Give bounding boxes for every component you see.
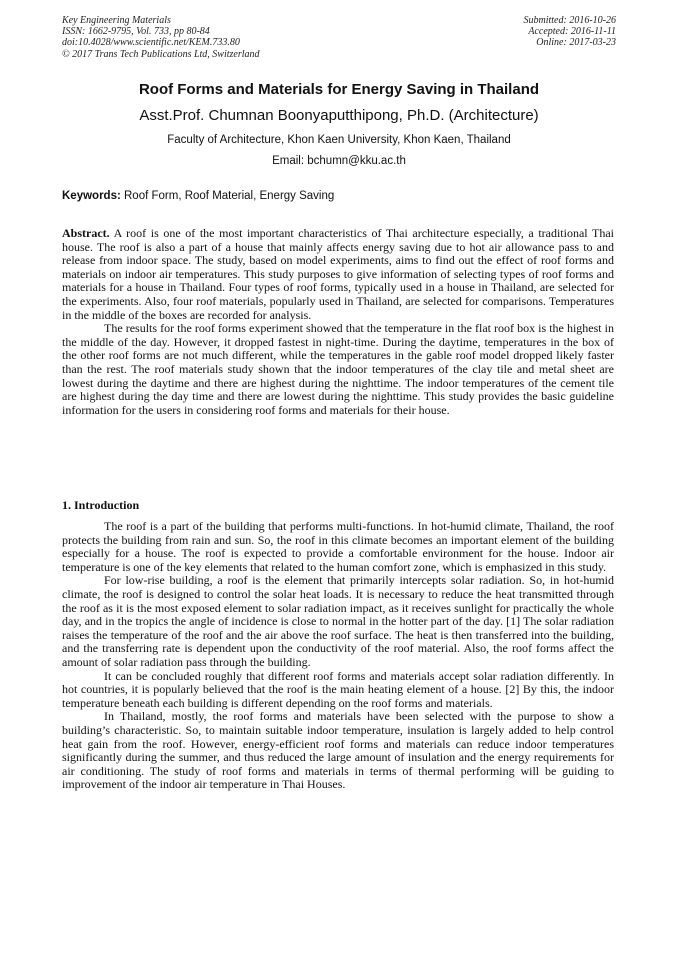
online-date: Online: 2017-03-23 xyxy=(536,37,616,49)
keywords-text: Roof Form, Roof Material, Energy Saving xyxy=(124,190,335,202)
intro-paragraph-4: In Thailand, mostly, the roof forms and materials have been selected with the purpose to show a building’s characteristic. So, to maintain suitable indoor temperature, insulation is largely added to help control heat gain from the roof. However, energy-efficient roof forms and materials can reduce indoor temperatures significantly during the summer, and thus reduced the large amount of insulation and the energy requirements for air conditioning. The study of roof forms and materials in terms of thermal performing will be guiding to improvement of the indoor air temperature in Thai Houses. xyxy=(62,709,614,792)
keywords xyxy=(62,190,622,202)
abstract-text-1: A roof is one of the most important characteristics of Thai architecture especially, a traditional Thai house. The roof is also a part of a house that mainly affects energy saving due to hot air allowance pass to and release from indoor space. The study, based on model experiments, aims to find out the effect of roof forms and materials on indoor air temperatures. This study purposes to give information of selecting types of roof forms and materials for a house in Thailand. Four types of roof forms, typically used in a house in Thailand, are selected for the experiments. Also, four roof materials, popularly used in Thailand, are selected for comparisons. Temperatures in the middle of the boxes are recorded for analysis. xyxy=(62,226,614,322)
intro-paragraph-1: The roof is a part of the building that performs multi-functions. In hot-humid climate, Thailand, the roof protects the building from rain and sun. So, the roof in this climate becomes an important element of the building especially for a house. The roof is expected to provide a comfortable environment for the house. Indoor air temperature is one of the key elements that related to the human comfort zone, which is emphasized in this study. xyxy=(62,519,614,574)
abstract-paragraph-1 xyxy=(62,227,614,322)
introduction-body xyxy=(62,520,614,792)
submission-dates xyxy=(524,15,617,49)
author-affiliation: Faculty of Architecture, Khon Kaen University, Khon Kaen, Thailand xyxy=(167,134,511,146)
journal-name: Key Engineering Materials xyxy=(62,15,171,26)
keywords-label: Keywords: xyxy=(62,190,121,202)
submitted-date: Submitted: 2016-10-26 xyxy=(523,15,616,26)
abstract-paragraph-2: The results for the roof forms experiment showed that the temperature in the flat roof box is the highest in the middle of the day. However, it dropped fastest in night-time. During the daytime, temperatures in the box of the other roof forms are not much different, while the temperatures in the gable roof model dropped likely faster than the rest. The roof materials study shown that the indoor temperatures of the clay tile and metal sheet are lowest during the daytime and there are highest during the nighttime. The indoor temperatures of the cement tile are highest during the day time and there are lowest during the nighttime. This study provides the basic guideline information for the users in considering roof forms and materials for their house. xyxy=(62,321,614,417)
abstract xyxy=(62,227,614,417)
intro-paragraph-3: It can be concluded roughly that different roof forms and materials accept solar radiation differently. In hot countries, it is popularly believed that the roof is the main heating element of a house. [2] By this, the indoor temperature beneath each building is different depending on the roof forms and materials. xyxy=(62,668,614,710)
abstract-label: Abstract. xyxy=(62,226,110,240)
section-heading-introduction: 1. Introduction xyxy=(62,498,140,512)
author-email: Email: bchumn@kku.ac.th xyxy=(272,155,406,167)
journal-info xyxy=(62,15,260,60)
accepted-date: Accepted: 2016-11-11 xyxy=(528,26,616,38)
author-name: Asst.Prof. Chumnan Boonyaputthipong, Ph.D. (Architecture) xyxy=(139,107,539,124)
journal-copyright: © 2017 Trans Tech Publications Ltd, Switzerland xyxy=(62,48,260,60)
paper-title: Roof Forms and Materials for Energy Saving in Thailand xyxy=(138,81,540,98)
intro-paragraph-2: For low-rise building, a roof is the element that primarily intercepts solar radiation. So, in hot-humid climate, the roof is designed to control the solar heat loads. It is necessary to reduce the heat transmitted through the roof as it is the most exposed element to solar radiation impact, as it receives sunlight for practically the whole day, and in the tropics the angle of incidence is close to normal in the hotter part of the day. [1] The solar radiation raises the temperature of the roof and the air above the roof surface. The heat is then transferred into the building, and the transferring rate is dependent upon the conductivity of the roof material. Also, the roof forms affect the amount of solar radiation pass through the building. xyxy=(62,573,614,669)
journal-doi: doi:10.4028/www.scientific.net/KEM.733.80 xyxy=(62,37,240,49)
journal-issn: ISSN: 1662-9795, Vol. 733, pp 80-84 xyxy=(62,26,210,38)
